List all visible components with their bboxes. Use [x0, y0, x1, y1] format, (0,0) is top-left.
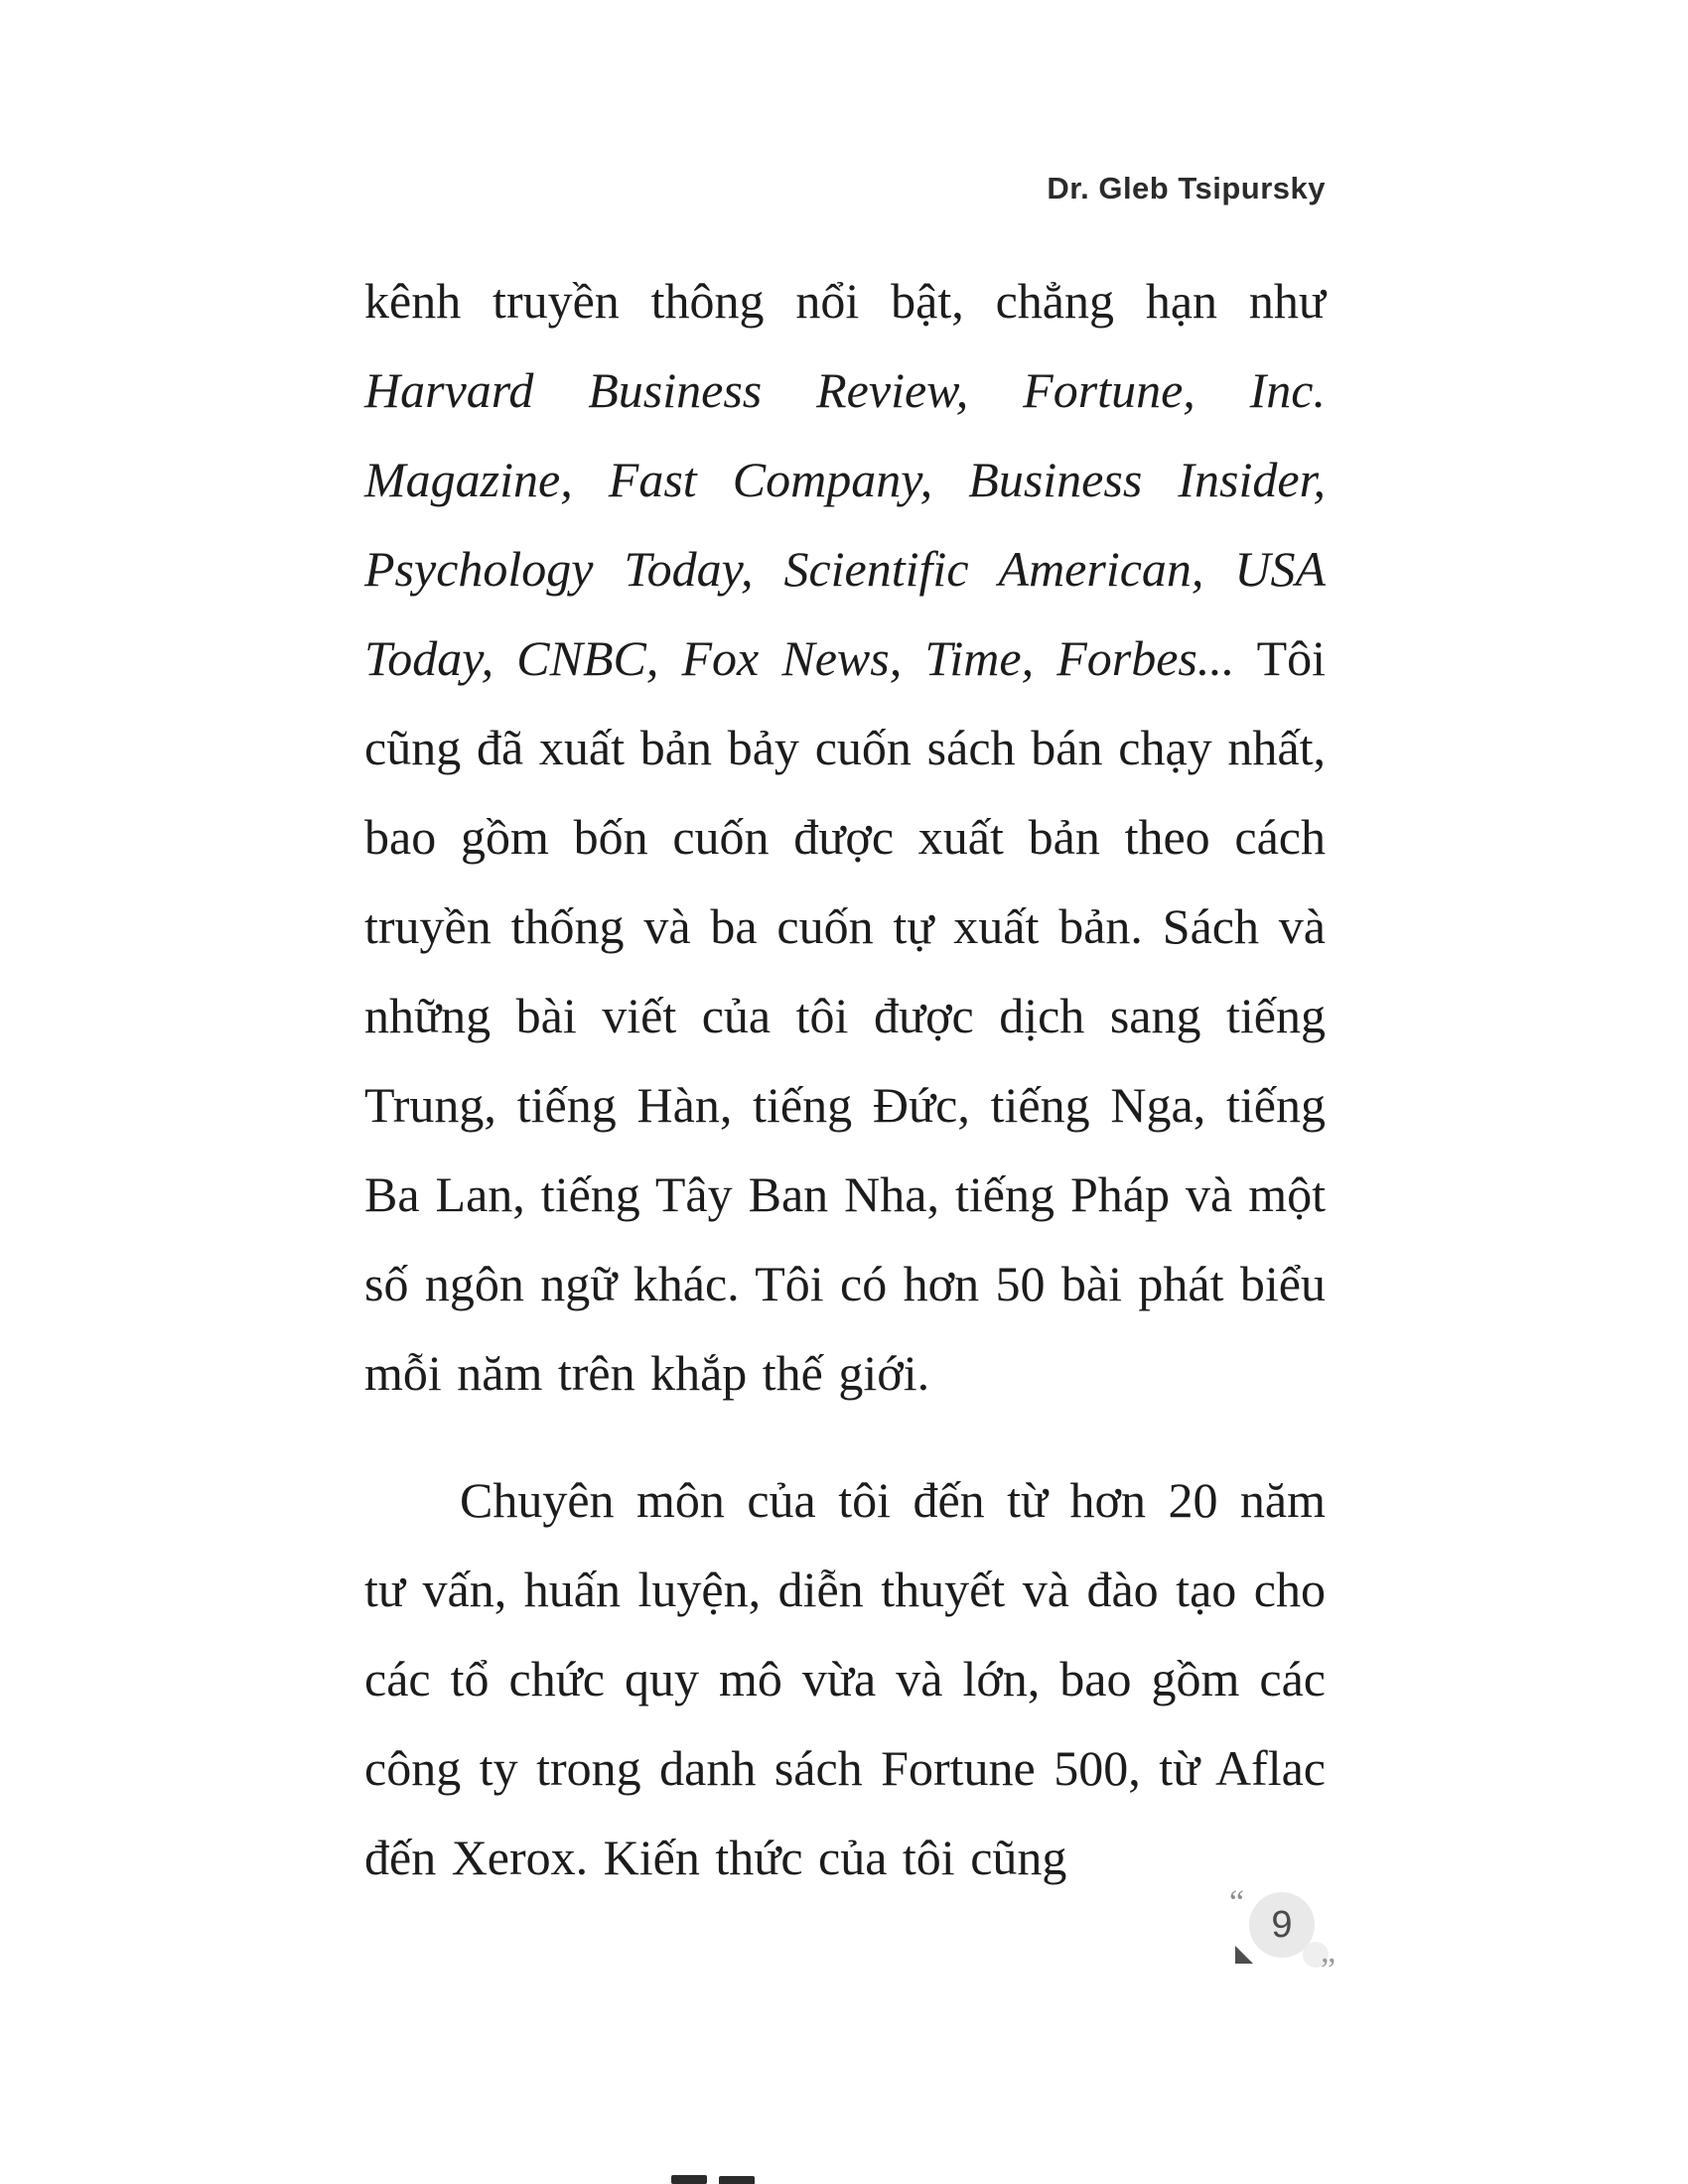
page-number: 9	[1271, 1903, 1293, 1946]
text-segment-normal: Tôi cũng đã xuất bản bảy cuốn sách bán chạy nhất, bao gồm bốn cuốn được xuất bản theo cách truyền thống và ba cuốn tự xuất bản. Sách và những bài viết của tôi được dịch sang tiếng Trung, tiếng Hàn, tiếng Đức, tiếng Nga, tiếng Ba Lan, tiếng Tây Ban Nha, tiếng Pháp và một số ngôn ngữ khác. Tôi có hơn 50 bài phát biểu mỗi năm trên khắp thế giới.	[364, 630, 1326, 1401]
paragraph-2: Chuyên môn của tôi đến từ hơn 20 năm tư vấn, huấn luyện, diễn thuyết và đào tạo cho các tổ chức quy mô vừa và lớn, bao gồm các công ty trong danh sách Fortune 500, từ Aflac đến Xerox. Kiến thức của tôi cũng	[364, 1472, 1326, 1885]
text-segment-normal: kênh truyền thông nổi bật, chẳng hạn như	[364, 273, 1326, 329]
paragraph-1	[364, 256, 1326, 1418]
text-segment-italic-publications: Harvard Business Review, Fortune, Inc. Magazine, Fast Company, Business Insider, Psychology Today, Scientific American, USA Today, CNBC, Fox News, Time, Forbes...	[364, 362, 1326, 686]
page-number-bubble	[1249, 1892, 1315, 1958]
page-number-ornament	[1229, 1884, 1348, 1993]
next-page-text-fragment	[671, 2175, 707, 2184]
speech-bubble-tail-icon	[1235, 1946, 1253, 1964]
open-quote-decoration: “	[1229, 1884, 1245, 1921]
running-header-author: Dr. Gleb Tsipursky	[1047, 171, 1326, 205]
body-text	[364, 256, 1326, 1902]
close-quote-decoration: ”	[1321, 1952, 1336, 1988]
